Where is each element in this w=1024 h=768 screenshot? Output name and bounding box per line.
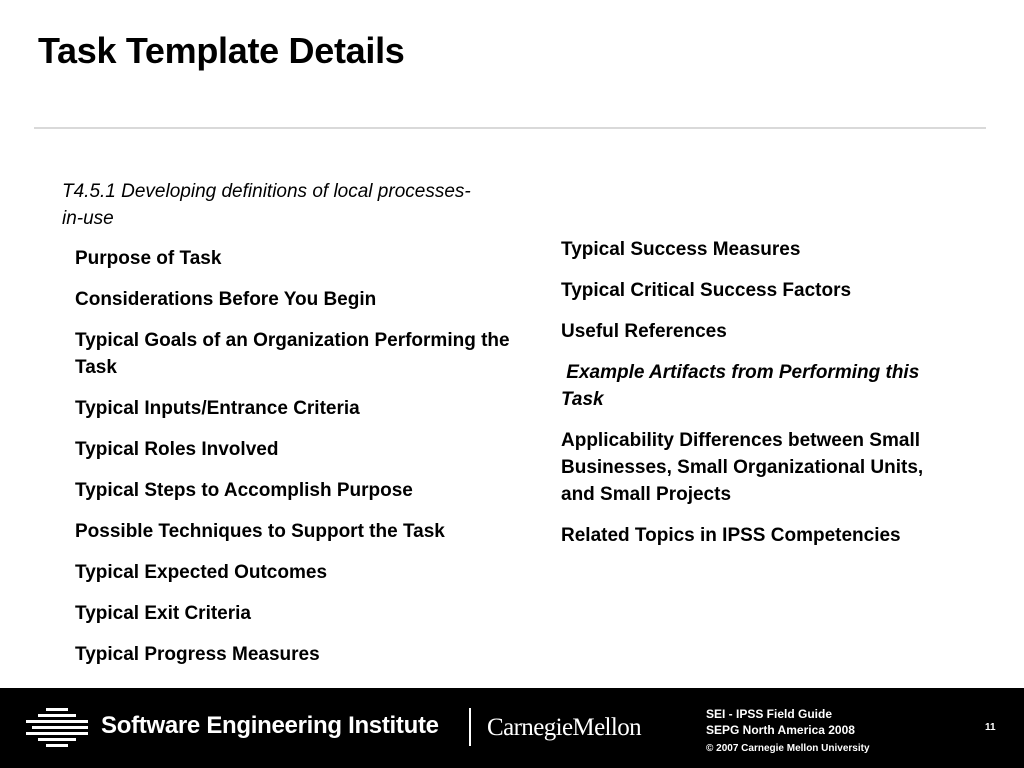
cmu-wordmark: CarnegieMellon: [487, 714, 642, 741]
list-item: Typical Critical Success Factors: [561, 280, 852, 301]
list-item: Purpose of Task: [75, 248, 222, 269]
list-item: Related Topics in IPSS Competencies: [561, 525, 901, 546]
footer-line-1: SEI - IPSS Field Guide: [706, 707, 833, 721]
right-topic-list: [561, 236, 961, 563]
list-item: Typical Exit Criteria: [75, 603, 251, 624]
list-item: Typical Progress Measures: [75, 644, 320, 665]
sei-striped-globe-icon: [24, 706, 90, 755]
list-item: Typical Steps to Accomplish Purpose: [75, 480, 413, 501]
list-item: Typical Goals of an Organization Performing the Task: [75, 330, 510, 378]
page-title: Task Template Details: [38, 30, 405, 71]
task-subtitle: T4.5.1 Developing definitions of local processes-in-use: [62, 181, 471, 229]
left-topic-list: [75, 245, 535, 682]
logo-divider: [469, 708, 471, 746]
list-item: Typical Success Measures: [561, 239, 801, 260]
footer-info: [706, 706, 870, 757]
title-divider: [34, 127, 986, 129]
list-item: Possible Techniques to Support the Task: [75, 521, 445, 542]
list-item: Useful References: [561, 321, 727, 342]
footer-line-2: SEPG North America 2008: [706, 723, 855, 737]
list-item: Applicability Differences between Small Businesses, Small Organizational Units, and Small Projects: [561, 430, 924, 505]
page-number: 11: [985, 722, 996, 733]
sei-wordmark: Software Engineering Institute: [101, 712, 439, 739]
list-item: Example Artifacts from Performing this Task: [561, 362, 925, 410]
copyright: © 2007 Carnegie Mellon University: [706, 743, 870, 754]
list-item: Typical Expected Outcomes: [75, 562, 328, 583]
list-item: Typical Inputs/Entrance Criteria: [75, 398, 360, 419]
footer-bar: [0, 688, 1024, 768]
list-item: Typical Roles Involved: [75, 439, 279, 460]
list-item: Considerations Before You Begin: [75, 289, 377, 310]
